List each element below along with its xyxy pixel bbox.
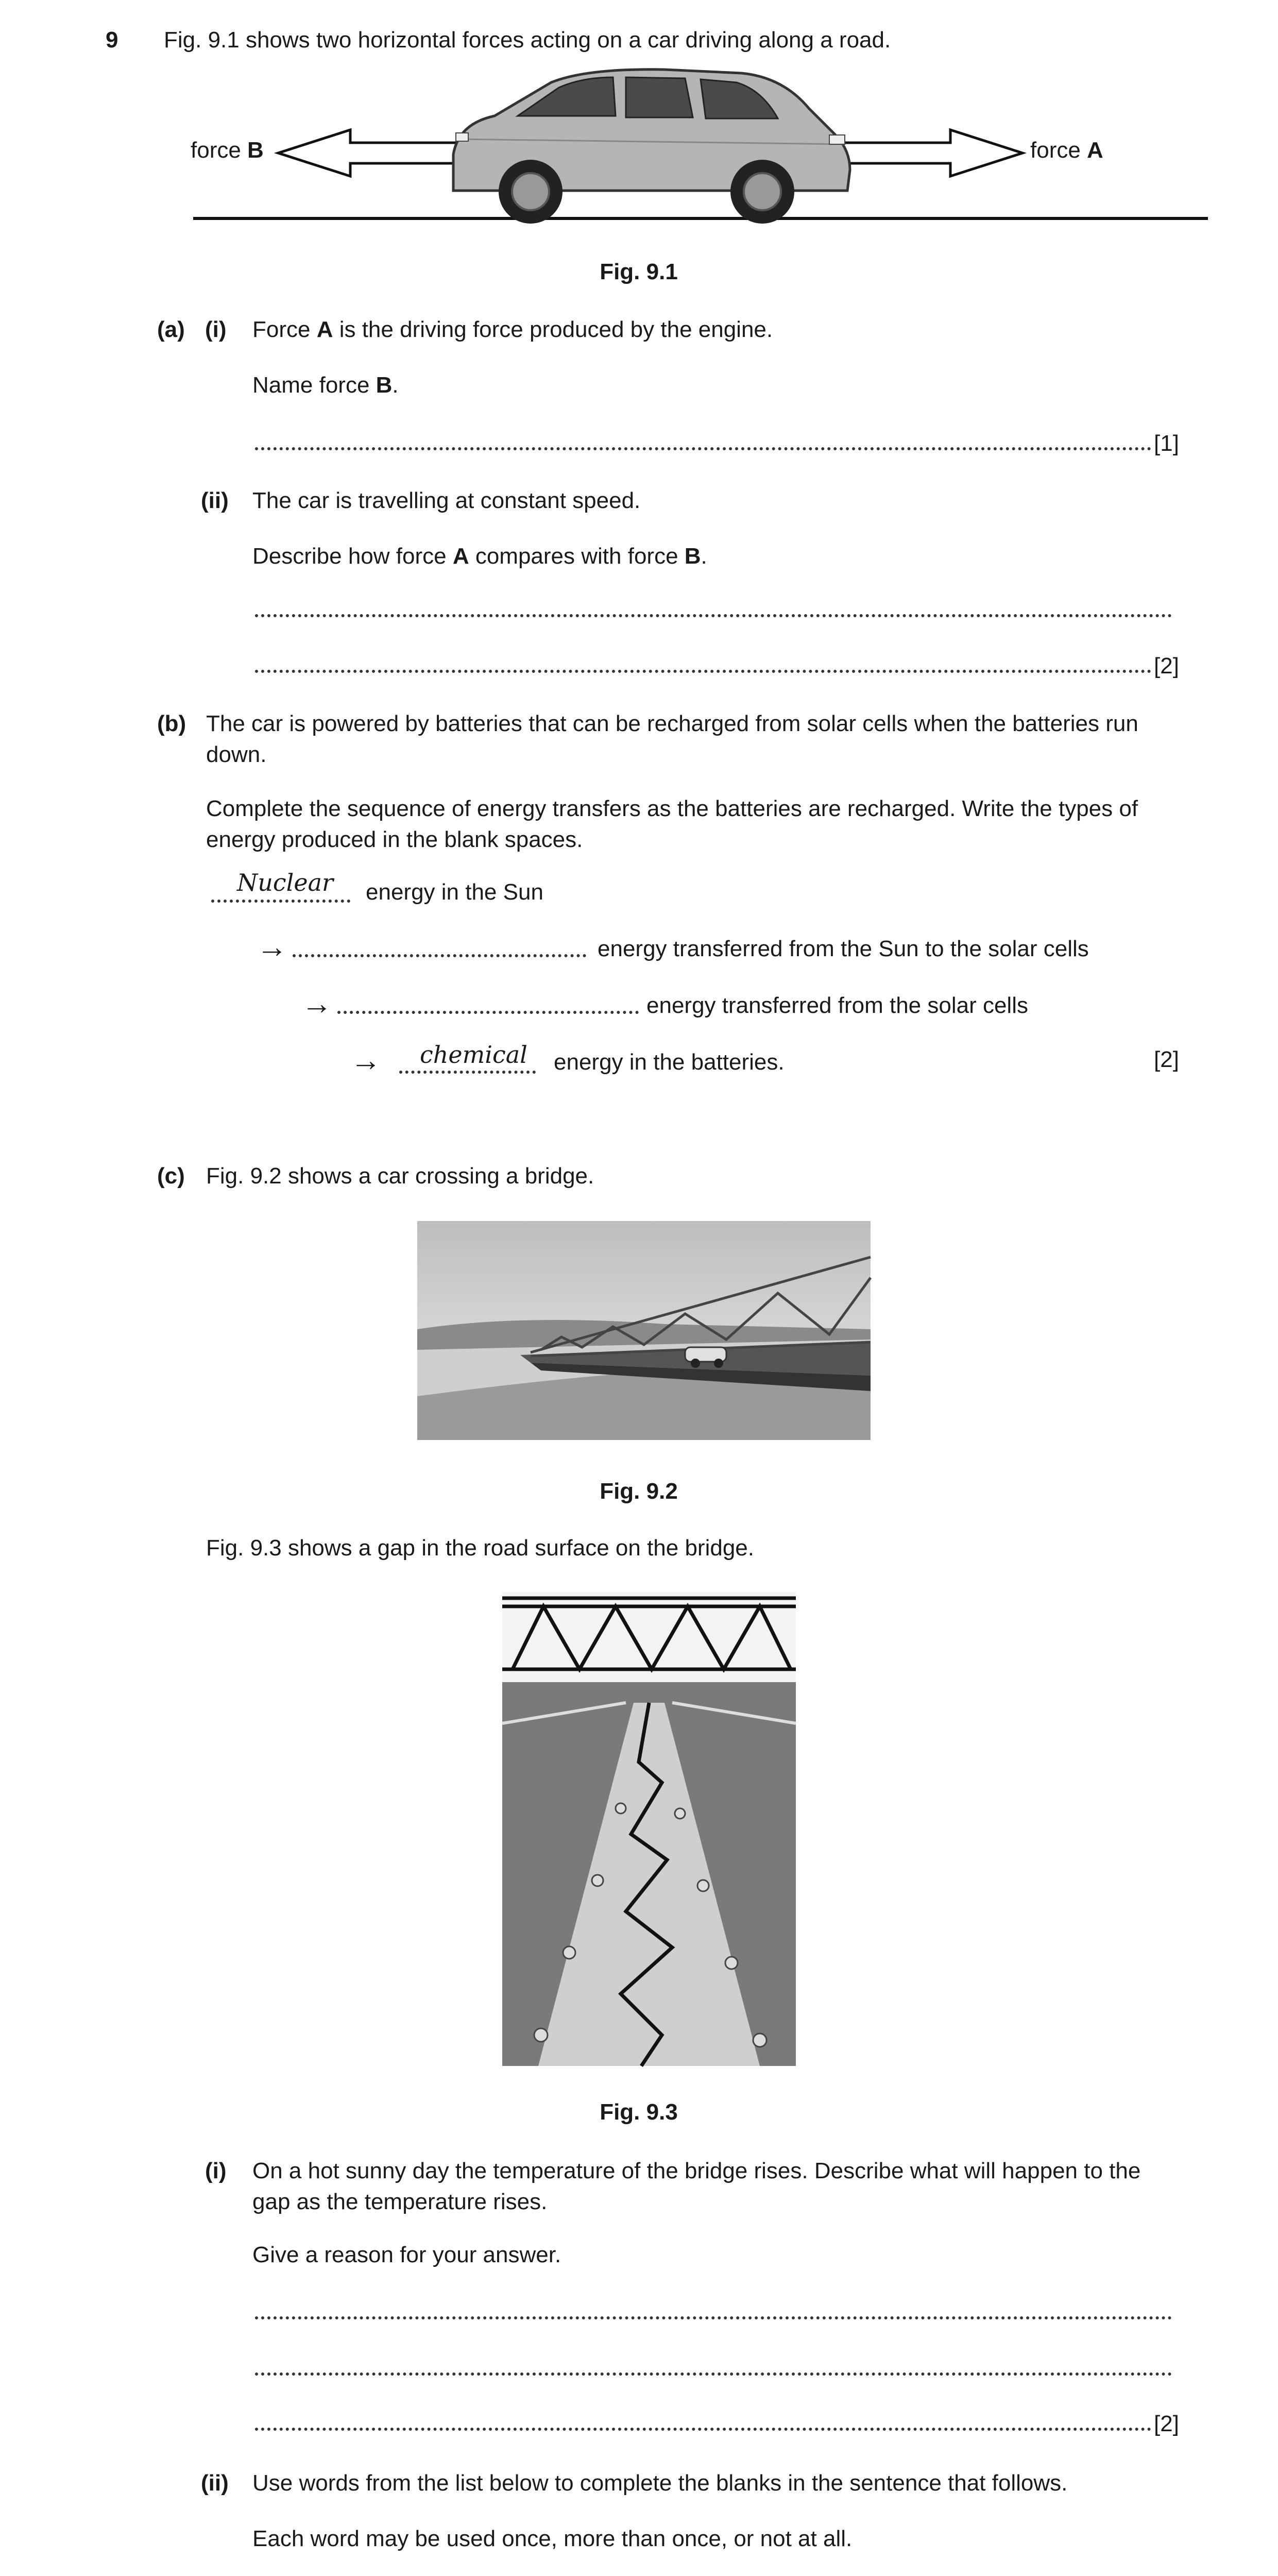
fig93-road-gap-image	[502, 1592, 796, 2066]
part-b-label: (b)	[157, 711, 186, 736]
answer-line-c-i-3[interactable]	[255, 2428, 1151, 2431]
force-b-arrow	[278, 130, 464, 176]
row1-text: energy in the Sun	[366, 879, 543, 905]
row2-text: energy transferred from the Sun to the solar cells	[598, 936, 1089, 961]
blank-row3[interactable]	[337, 1011, 639, 1014]
blank-row1[interactable]	[211, 900, 350, 903]
answer-line-a-ii-2[interactable]	[255, 670, 1151, 673]
mark-b: [2]	[1154, 1047, 1179, 1072]
part-a-i-label: (i)	[205, 317, 227, 342]
mark-c-i: [2]	[1154, 2411, 1179, 2436]
mark-a-i: [1]	[1154, 431, 1179, 456]
part-b-text2: Complete the sequence of energy transfers as the batteries are recharged. Write the types of energy produced in the blank spaces.	[206, 796, 1138, 852]
part-c-label: (c)	[157, 1163, 185, 1189]
car-icon	[453, 70, 850, 224]
answer-line-a-ii-1[interactable]	[255, 614, 1172, 617]
part-c-i-label: (i)	[205, 2158, 227, 2183]
arrow-row4: →	[350, 1043, 381, 1077]
part-a-i-line2: Name force B.	[252, 372, 399, 398]
force-a-arrow	[837, 130, 1023, 176]
arrow-row2: →	[257, 929, 287, 964]
part-c-ii-label: (ii)	[201, 2470, 229, 2496]
fig91-caption: Fig. 9.1	[600, 259, 678, 284]
part-c-intro: Fig. 9.2 shows a car crossing a bridge.	[206, 1163, 594, 1189]
question-intro: Fig. 9.1 shows two horizontal forces acting on a car driving along a road.	[164, 27, 891, 53]
part-b-text1: The car is powered by batteries that can be recharged from solar cells when the batteries run down.	[206, 711, 1138, 767]
arrow-row3: →	[301, 986, 332, 1021]
question-number: 9	[106, 27, 118, 53]
row3-text: energy transferred from the solar cells	[646, 993, 1028, 1018]
fig92-caption: Fig. 9.2	[600, 1479, 678, 1504]
answer-line-c-i-1[interactable]	[255, 2316, 1172, 2319]
fig91-diagram	[0, 0, 1278, 247]
part-a-ii-label: (ii)	[201, 488, 229, 513]
part-c-i-text2: Give a reason for your answer.	[252, 2242, 561, 2267]
part-a-i-line1: Force A is the driving force produced by the engine.	[252, 317, 773, 342]
answer-line-a-i[interactable]	[255, 447, 1151, 450]
part-a-ii-line1: The car is travelling at constant speed.	[252, 488, 641, 513]
answer-nuclear: Nuclear	[237, 869, 333, 896]
row4-text: energy in the batteries.	[554, 1049, 785, 1075]
fig93-intro: Fig. 9.3 shows a gap in the road surface on the bridge.	[206, 1535, 754, 1561]
mark-a-ii: [2]	[1154, 653, 1179, 679]
part-c-ii-text1: Use words from the list below to complete the blanks in the sentence that follows.	[252, 2470, 1068, 2496]
answer-chemical: chemical	[420, 1041, 527, 1069]
fig92-bridge-image	[417, 1221, 871, 1440]
part-a-label: (a)	[157, 317, 185, 342]
blank-row4[interactable]	[399, 1071, 536, 1074]
blank-row2[interactable]	[293, 954, 586, 957]
force-a-label: force A	[1030, 138, 1103, 163]
part-a-ii-line2: Describe how force A compares with force B.	[252, 544, 707, 569]
part-c-ii-text2: Each word may be used once, more than once, or not at all.	[252, 2526, 853, 2551]
answer-line-c-i-2[interactable]	[255, 2372, 1172, 2376]
force-b-label: force B	[191, 138, 264, 163]
part-c-i-text: On a hot sunny day the temperature of the bridge rises. Describe what will happen to the gap as the temperature rises.	[252, 2158, 1141, 2214]
fig93-caption: Fig. 9.3	[600, 2099, 678, 2125]
